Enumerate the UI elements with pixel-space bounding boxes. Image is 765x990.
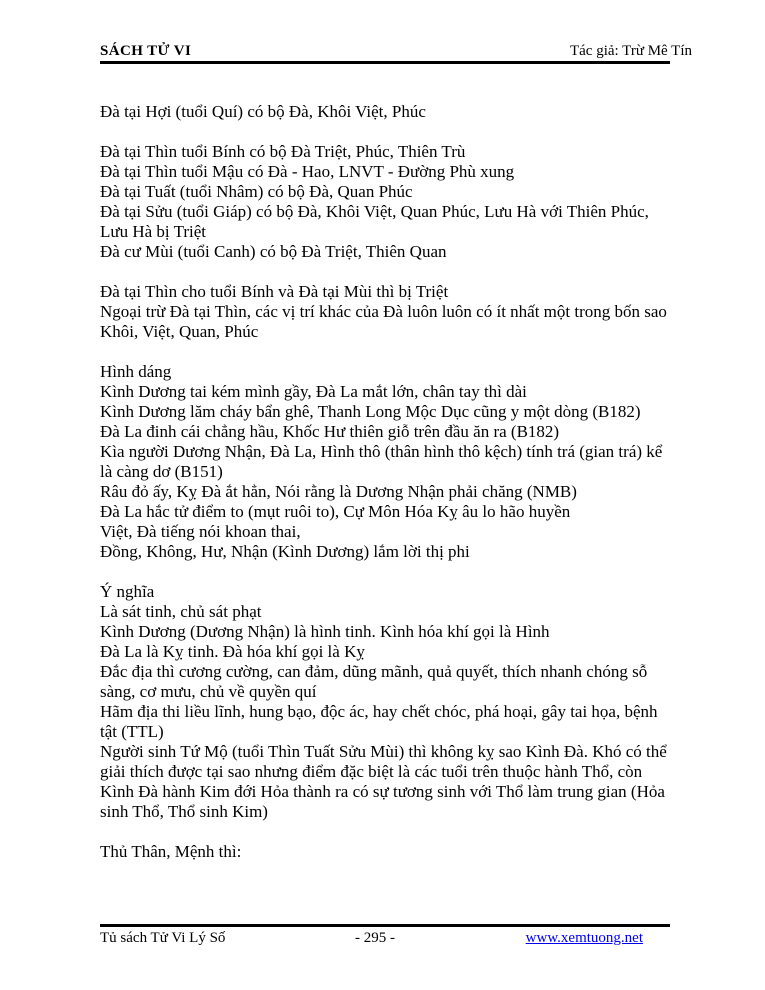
text-line: Hãm địa thi liều lĩnh, hung bạo, độc ác, hay chết chóc, phá hoại, gây tai họa, bệnh tật (TTL) (100, 702, 658, 741)
text-line: Đà tại Tuất (tuổi Nhâm) có bộ Đà, Quan Phúc (100, 182, 413, 201)
website-link[interactable]: www.xemtuong.net (525, 930, 643, 946)
page-header (100, 42, 692, 62)
text-line: Đà La là Kỵ tinh. Đà hóa khí gọi là Kỵ (100, 642, 365, 661)
footer-series-title: Tủ sách Tử Vi Lý Số (100, 930, 226, 946)
text-line: Thủ Thân, Mệnh thì: (100, 842, 242, 861)
header-rule (100, 61, 670, 64)
text-block (100, 102, 668, 122)
text-line: Đà tại Thìn cho tuổi Bính và Đà tại Mùi thì bị Triệt (100, 282, 449, 301)
text-block (100, 362, 668, 562)
text-line: Kình Dương tai kém mình gầy, Đà La mắt lớn, chân tay thì dài (100, 382, 527, 401)
text-line: Kìa người Dương Nhận, Đà La, Hình thô (thân hình thô kệch) tính trá (gian trá) kể là càng dơ (B151) (100, 442, 663, 481)
text-line: Việt, Đà tiếng nói khoan thai, (100, 522, 301, 541)
author-credit: Tác giả: Trừ Mê Tín (569, 43, 692, 59)
text-block (100, 142, 668, 262)
footer-rule (100, 924, 670, 927)
text-line: Ý nghĩa (100, 582, 155, 601)
page-number: - 295 - (355, 930, 395, 946)
text-line: Kình Dương lăm cháy bẩn ghê, Thanh Long Mộc Dục cũng y một dòng (B182) (100, 402, 641, 421)
text-block (100, 582, 668, 822)
text-line: Đà tại Thìn tuổi Bính có bộ Đà Triệt, Phúc, Thiên Trù (100, 142, 466, 161)
text-line: Đà tại Sửu (tuổi Giáp) có bộ Đà, Khôi Việt, Quan Phúc, Lưu Hà với Thiên Phúc, Lưu Hà bị Triệt (100, 202, 649, 241)
text-line: Râu đỏ ấy, Kỵ Đà ắt hẳn, Nói rằng là Dương Nhận phải chăng (NMB) (100, 482, 577, 501)
book-title: SÁCH TỬ VI (100, 43, 192, 59)
text-line: Đà tại Thìn tuổi Mậu có Đà - Hao, LNVT - Đường Phù xung (100, 162, 515, 181)
text-line: Đồng, Không, Hư, Nhận (Kình Dương) lắm lời thị phi (100, 542, 470, 561)
text-line: Là sát tinh, chủ sát phạt (100, 602, 262, 621)
text-block (100, 842, 668, 862)
text-line: Đà cư Mùi (tuổi Canh) có bộ Đà Triệt, Thiên Quan (100, 242, 447, 261)
text-line: Người sinh Tứ Mộ (tuổi Thìn Tuất Sửu Mùi) thì không kỵ sao Kình Đà. Khó có thể giải thích được tại sao nhưng điểm đặc biệt là các tuổi trên thuộc hành Thổ, còn Kình Đà hành Kim đới Hỏa thành ra có sự tương sinh với Thổ làm trung gian (Hỏa sinh Thổ, Thổ sinh Kim) (100, 742, 667, 821)
text-line: Đắc địa thì cương cường, can đảm, dũng mãnh, quả quyết, thích nhanh chóng sỗ sàng, cơ mưu, chủ về quyền quí (100, 662, 648, 701)
text-block (100, 282, 668, 342)
text-line: Đà La đinh cái chẳng hầu, Khốc Hư thiên giỗ trên đầu ăn ra (B182) (100, 422, 560, 441)
text-line: Đà La hắc tử điểm to (mụt ruôi to), Cự Môn Hóa Kỵ âu lo hão huyền (100, 502, 571, 521)
text-line: Ngoại trừ Đà tại Thìn, các vị trí khác của Đà luôn luôn có ít nhất một trong bốn sao Khôi, Việt, Quan, Phúc (100, 302, 667, 341)
page-body (100, 102, 668, 862)
text-line: Hình dáng (100, 362, 172, 381)
text-line: Kình Dương (Dương Nhận) là hình tinh. Kình hóa khí gọi là Hình (100, 622, 550, 641)
text-line: Đà tại Hợi (tuổi Quí) có bộ Đà, Khôi Việt, Phúc (100, 102, 426, 121)
